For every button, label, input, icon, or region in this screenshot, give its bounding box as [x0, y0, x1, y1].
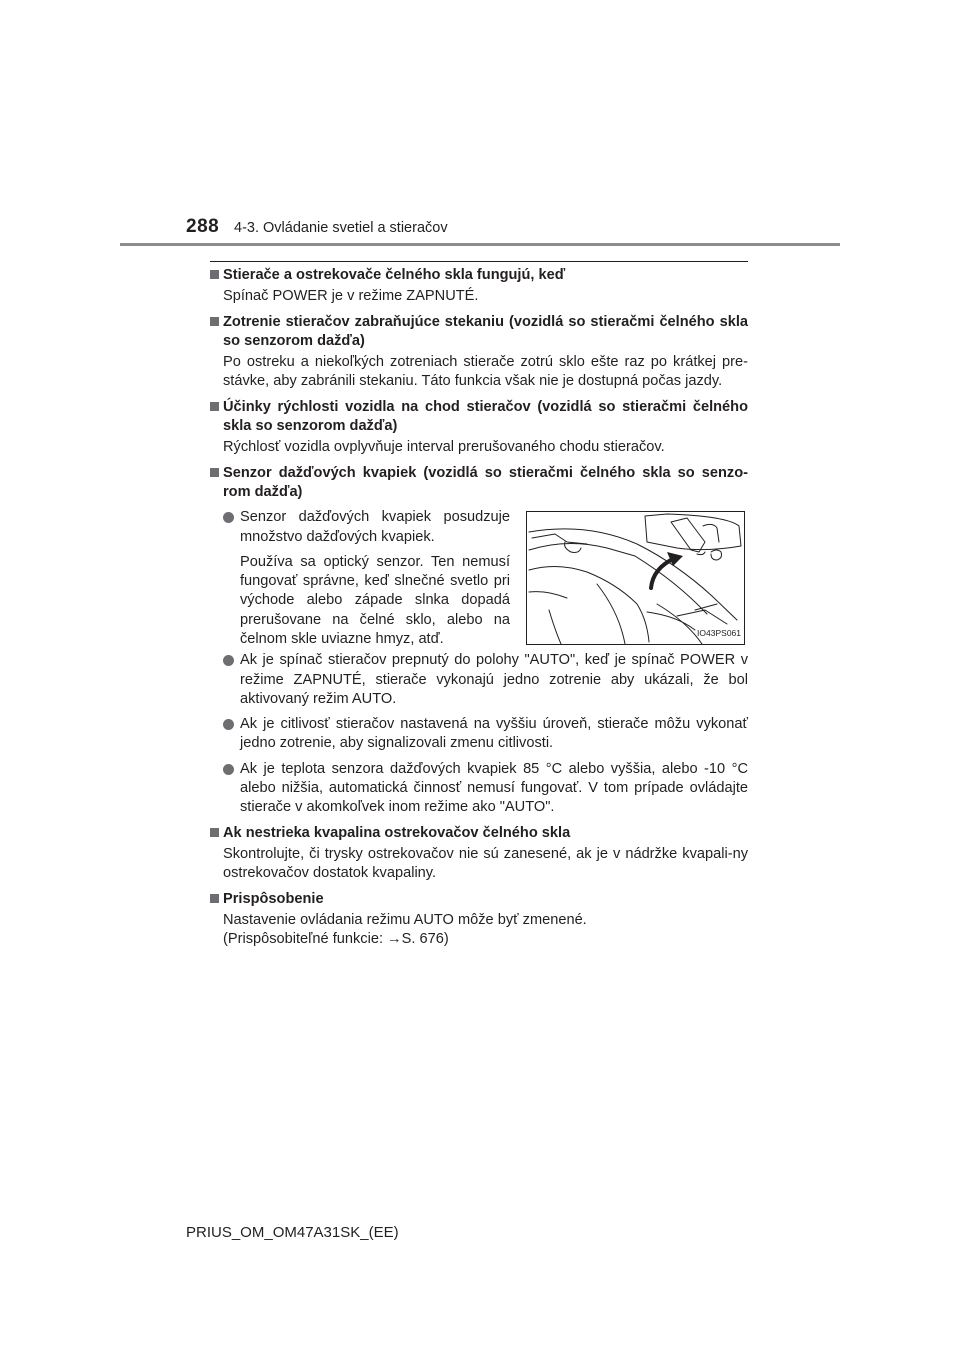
section-heading: [210, 464, 748, 503]
list-item: [210, 760, 748, 818]
heading-text: Zotrenie stieračov zabraňujúce stekaniu (vozidlá so stieračmi čelného skla so senzorom dažďa): [223, 313, 748, 349]
sensor-text: [210, 508, 510, 649]
section-text: Nastavenie ovládania režimu AUTO môže byť zmenené.: [223, 911, 587, 928]
section-customization: [210, 890, 748, 950]
header-rule: [120, 243, 840, 246]
list-item: [210, 651, 748, 709]
section-heading: [210, 266, 748, 285]
section-vehicle-speed: [210, 398, 748, 458]
section-heading: [210, 824, 748, 843]
footer-doc-id: PRIUS_OM_OM47A31SK_(EE): [186, 1224, 399, 1241]
figure-code: IO43PS061: [697, 627, 741, 638]
section-heading: [210, 890, 748, 909]
bullet-text: Ak je spínač stieračov prepnutý do polohy "AUTO", keď je spínač POWER v režime ZAPNUTÉ, stierače vykonajú jedno zotrenie aby ukázali, že bol aktivovaný režim AUTO.: [240, 652, 748, 707]
rain-sensor-illustration: [526, 511, 745, 645]
heading-text: Účinky rýchlosti vozidla na chod stieračov (vozidlá so stieračmi čelného skla so senzorom dažďa): [223, 398, 748, 435]
circle-bullet-icon: [223, 764, 234, 775]
heading-text: Prispôsobenie: [223, 890, 324, 907]
section-washer-fluid: [210, 824, 748, 884]
circle-bullet-icon: [223, 719, 234, 730]
sensor-block: [210, 508, 748, 648]
square-bullet-icon: [210, 468, 219, 477]
square-bullet-icon: [210, 828, 219, 837]
section-text: Spínač POWER je v režime ZAPNUTÉ.: [223, 288, 479, 305]
list-item: [210, 715, 748, 754]
circle-bullet-icon: [223, 512, 234, 523]
content-rule: [210, 261, 748, 262]
square-bullet-icon: [210, 270, 219, 279]
section-heading: [210, 313, 748, 352]
bullet-text: Ak je citlivosť stieračov nastavená na vyššiu úroveň, stierače môžu vykonať jedno zotrenie, aby signalizovali zmenu citlivosti.: [240, 716, 748, 752]
section-rain-sensor: [210, 464, 748, 818]
content: [210, 266, 748, 949]
square-bullet-icon: [210, 894, 219, 903]
bullet-text: Senzor dažďových kvapiek posudzuje množstvo dažďových kvapiek.: [240, 509, 510, 545]
heading-text: Ak nestrieka kvapalina ostrekovačov čelného skla: [223, 824, 571, 841]
section-wiper-operation: [210, 266, 748, 307]
heading-text: Senzor dažďových kvapiek (vozidlá so stieračmi čelného skla so senzo-rom dažďa): [223, 464, 748, 500]
section-anti-drip: [210, 313, 748, 392]
list-item: [210, 508, 510, 547]
section-text-reference: (Prispôsobiteľné funkcie: →S. 676): [223, 931, 449, 948]
section-heading: [210, 398, 748, 437]
page-number: 288: [186, 216, 220, 237]
square-bullet-icon: [210, 402, 219, 411]
section-text: Po ostreku a niekoľkých zotreniach stierače zotrú sklo ešte raz po krátkej pre-stávke, aby zabránili stekaniu. Táto funkcia však nie je dostupná počas jazdy.: [223, 354, 748, 390]
section-title: 4-3. Ovládanie svetiel a stieračov: [234, 220, 448, 236]
section-text: Skontrolujte, či trysky ostrekovačov nie sú zanesené, ak je v nádržke kvapali-ny ostrekovačov dostatok kvapaliny.: [223, 845, 748, 882]
heading-text: Stierače a ostrekovače čelného skla fungujú, keď: [223, 267, 566, 283]
circle-bullet-icon: [223, 655, 234, 666]
square-bullet-icon: [210, 317, 219, 326]
section-text: Rýchlosť vozidla ovplyvňuje interval prerušovaného chodu stieračov.: [223, 439, 665, 456]
sensor-note: Používa sa optický senzor. Ten nemusí fungovať správne, keď slnečné svetlo pri východe alebo západe slnka dopadá prerušovane na čelné sklo, alebo na čelnom skle uviazne hmyz, atď.: [240, 553, 510, 648]
bullet-text: Ak je teplota senzora dažďových kvapiek 85 °C alebo vyššia, alebo -10 °C alebo nižšia, automatická činnosť nemusí fungovať. V tom prípade ovládajte stierače v akomkoľvek inom režime ako "AUTO".: [240, 760, 748, 816]
